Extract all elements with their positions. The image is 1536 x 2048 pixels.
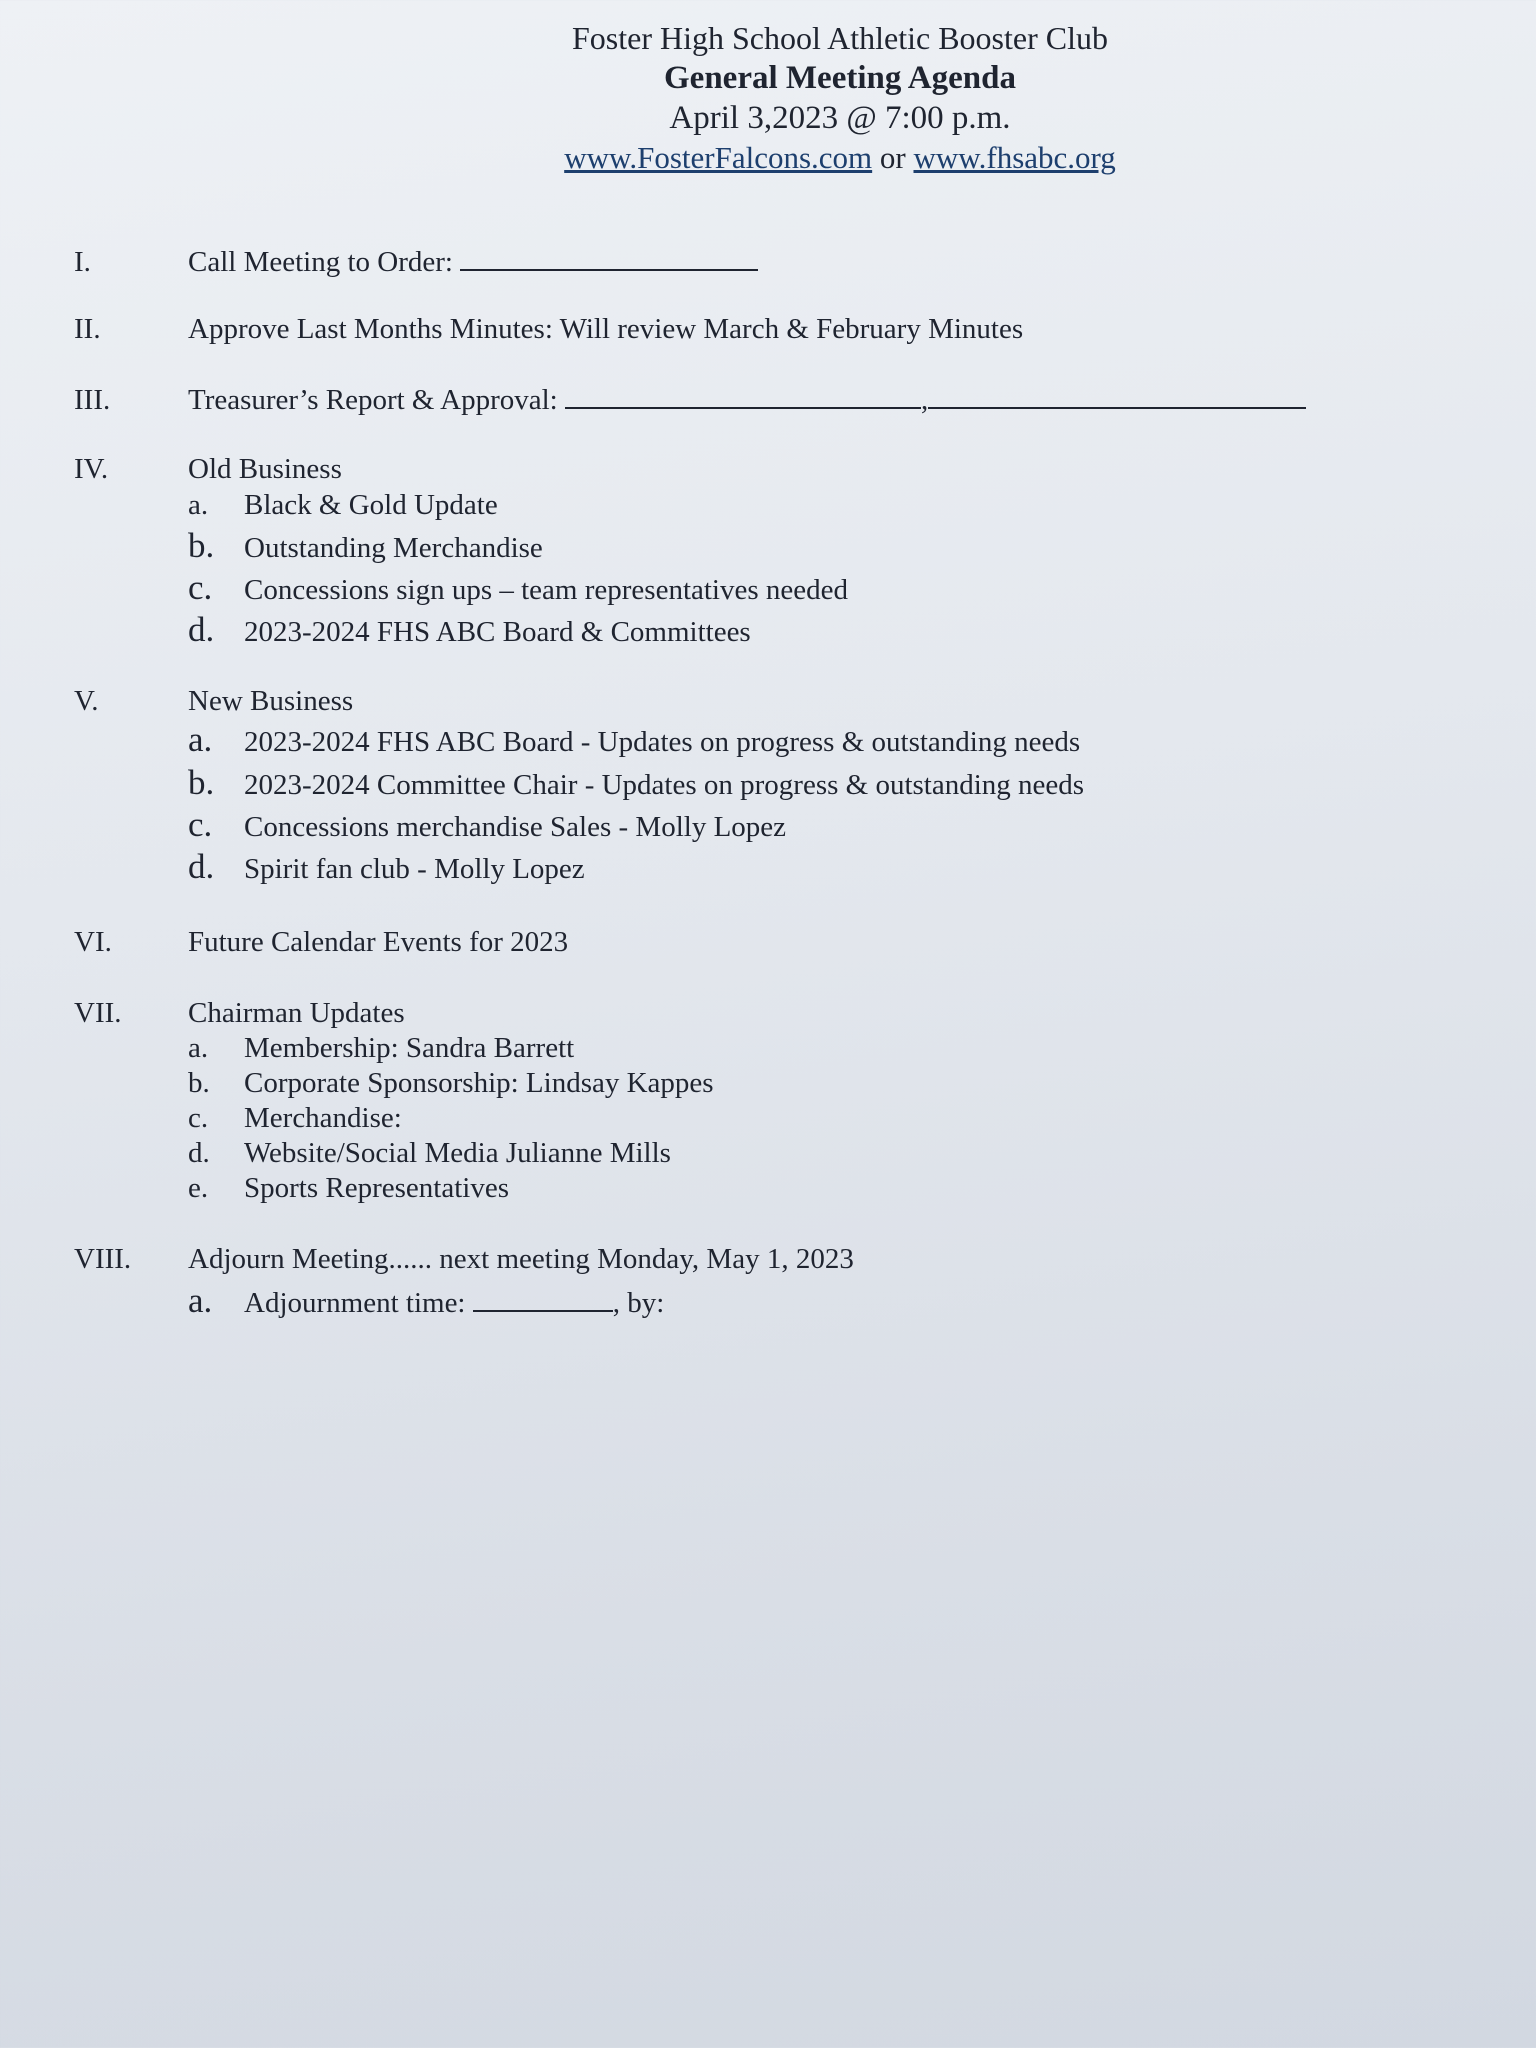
item-text: Adjourn Meeting...... next meeting Monday, May 1, 2023 (188, 1243, 854, 1275)
sub-item-letter: a. (188, 1281, 213, 1320)
item-label: Call Meeting to Order: (188, 246, 453, 278)
sub-item-text: 2023-2024 Committee Chair - Updates on progress & outstanding needs (244, 769, 1085, 801)
item-text: Approve Last Months Minutes: Will review March & February Minutes (188, 313, 1024, 345)
item-text (188, 382, 1306, 418)
sub-item-text: Adjournment time: (244, 1287, 466, 1319)
item-label: Treasurer’s Report & Approval: (188, 384, 558, 416)
item-number: I. (74, 246, 91, 278)
sub-item-letter: b. (188, 763, 215, 802)
sub-item-letter: a. (188, 720, 213, 759)
document-header (0, 18, 1536, 178)
item-text: Chairman Updates (188, 997, 405, 1029)
sub-item (188, 1100, 402, 1136)
item-number: VI. (74, 926, 112, 958)
fill-in-line (473, 1288, 613, 1312)
agenda-title: General Meeting Agenda (664, 60, 1016, 96)
sub-item-text: 2023-2024 FHS ABC Board - Updates on progress & outstanding needs (244, 726, 1081, 758)
item-number: IV. (74, 453, 109, 485)
sub-item-text: Outstanding Merchandise (244, 532, 543, 564)
sub-item-letter: a. (188, 1032, 209, 1064)
sub-item (188, 722, 1080, 760)
item-number: VIII. (74, 1243, 132, 1275)
sub-item (188, 1170, 509, 1206)
sub-item (188, 570, 848, 608)
sub-item (188, 807, 786, 845)
sub-item-letter: b. (188, 1067, 210, 1099)
sub-item-text: 2023-2024 FHS ABC Board & Committees (244, 616, 751, 648)
sub-item-text: Black & Gold Update (244, 489, 498, 521)
sub-item (188, 1030, 574, 1066)
item-number: III. (74, 384, 111, 416)
fill-in-line (565, 385, 921, 409)
sub-item-text: Concessions sign ups – team representatives needed (244, 574, 849, 606)
sub-item-letter: d. (188, 847, 215, 886)
item-number: VII. (74, 997, 122, 1029)
sub-item (188, 612, 751, 650)
sub-item-tail: , by: (612, 1287, 665, 1319)
blank-separator: , (920, 384, 929, 416)
sub-item-text: Membership: Sandra Barrett (244, 1032, 575, 1064)
sub-item-letter: d. (188, 610, 215, 649)
sub-item (188, 1135, 671, 1171)
sub-item-text: Concessions merchandise Sales - Molly Lopez (244, 811, 787, 843)
links-separator: or (879, 140, 906, 175)
website-link-fosterfalcons[interactable]: www.FosterFalcons.com (564, 140, 873, 175)
item-text: Future Calendar Events for 2023 (188, 926, 569, 958)
sub-item-letter: b. (188, 526, 215, 565)
fill-in-line (928, 385, 1306, 409)
item-text: Old Business (188, 453, 342, 485)
org-name: Foster High School Athletic Booster Club (572, 20, 1108, 56)
sub-item-letter: c. (188, 1102, 209, 1134)
sub-item (188, 1283, 664, 1321)
website-links (0, 138, 1536, 178)
meeting-date: April 3,2023 @ 7:00 p.m. (669, 100, 1011, 136)
item-number: II. (74, 313, 101, 345)
item-text: New Business (188, 685, 354, 717)
sub-item-text: Website/Social Media Julianne Mills (244, 1137, 671, 1169)
item-number: V. (74, 685, 99, 717)
item-text (188, 244, 758, 280)
sub-item (188, 528, 543, 566)
sub-item (188, 849, 585, 887)
website-link-fhsabc[interactable]: www.fhsabc.org (913, 140, 1116, 175)
sub-item-letter: a. (188, 489, 209, 521)
sub-item-text: Sports Representatives (244, 1172, 509, 1204)
sub-item-text: Corporate Sponsorship: Lindsay Kappes (244, 1067, 714, 1099)
sub-item-letter: d. (188, 1137, 210, 1169)
fill-in-line (460, 247, 758, 271)
sub-item (188, 765, 1084, 803)
sub-item-text: Merchandise: (244, 1102, 402, 1134)
sub-item (188, 487, 498, 523)
sub-item-text: Spirit fan club - Molly Lopez (244, 853, 585, 885)
sub-item-letter: c. (188, 805, 213, 844)
sub-item-letter: c. (188, 568, 213, 607)
sub-item (188, 1065, 714, 1101)
sub-item-letter: e. (188, 1172, 209, 1204)
